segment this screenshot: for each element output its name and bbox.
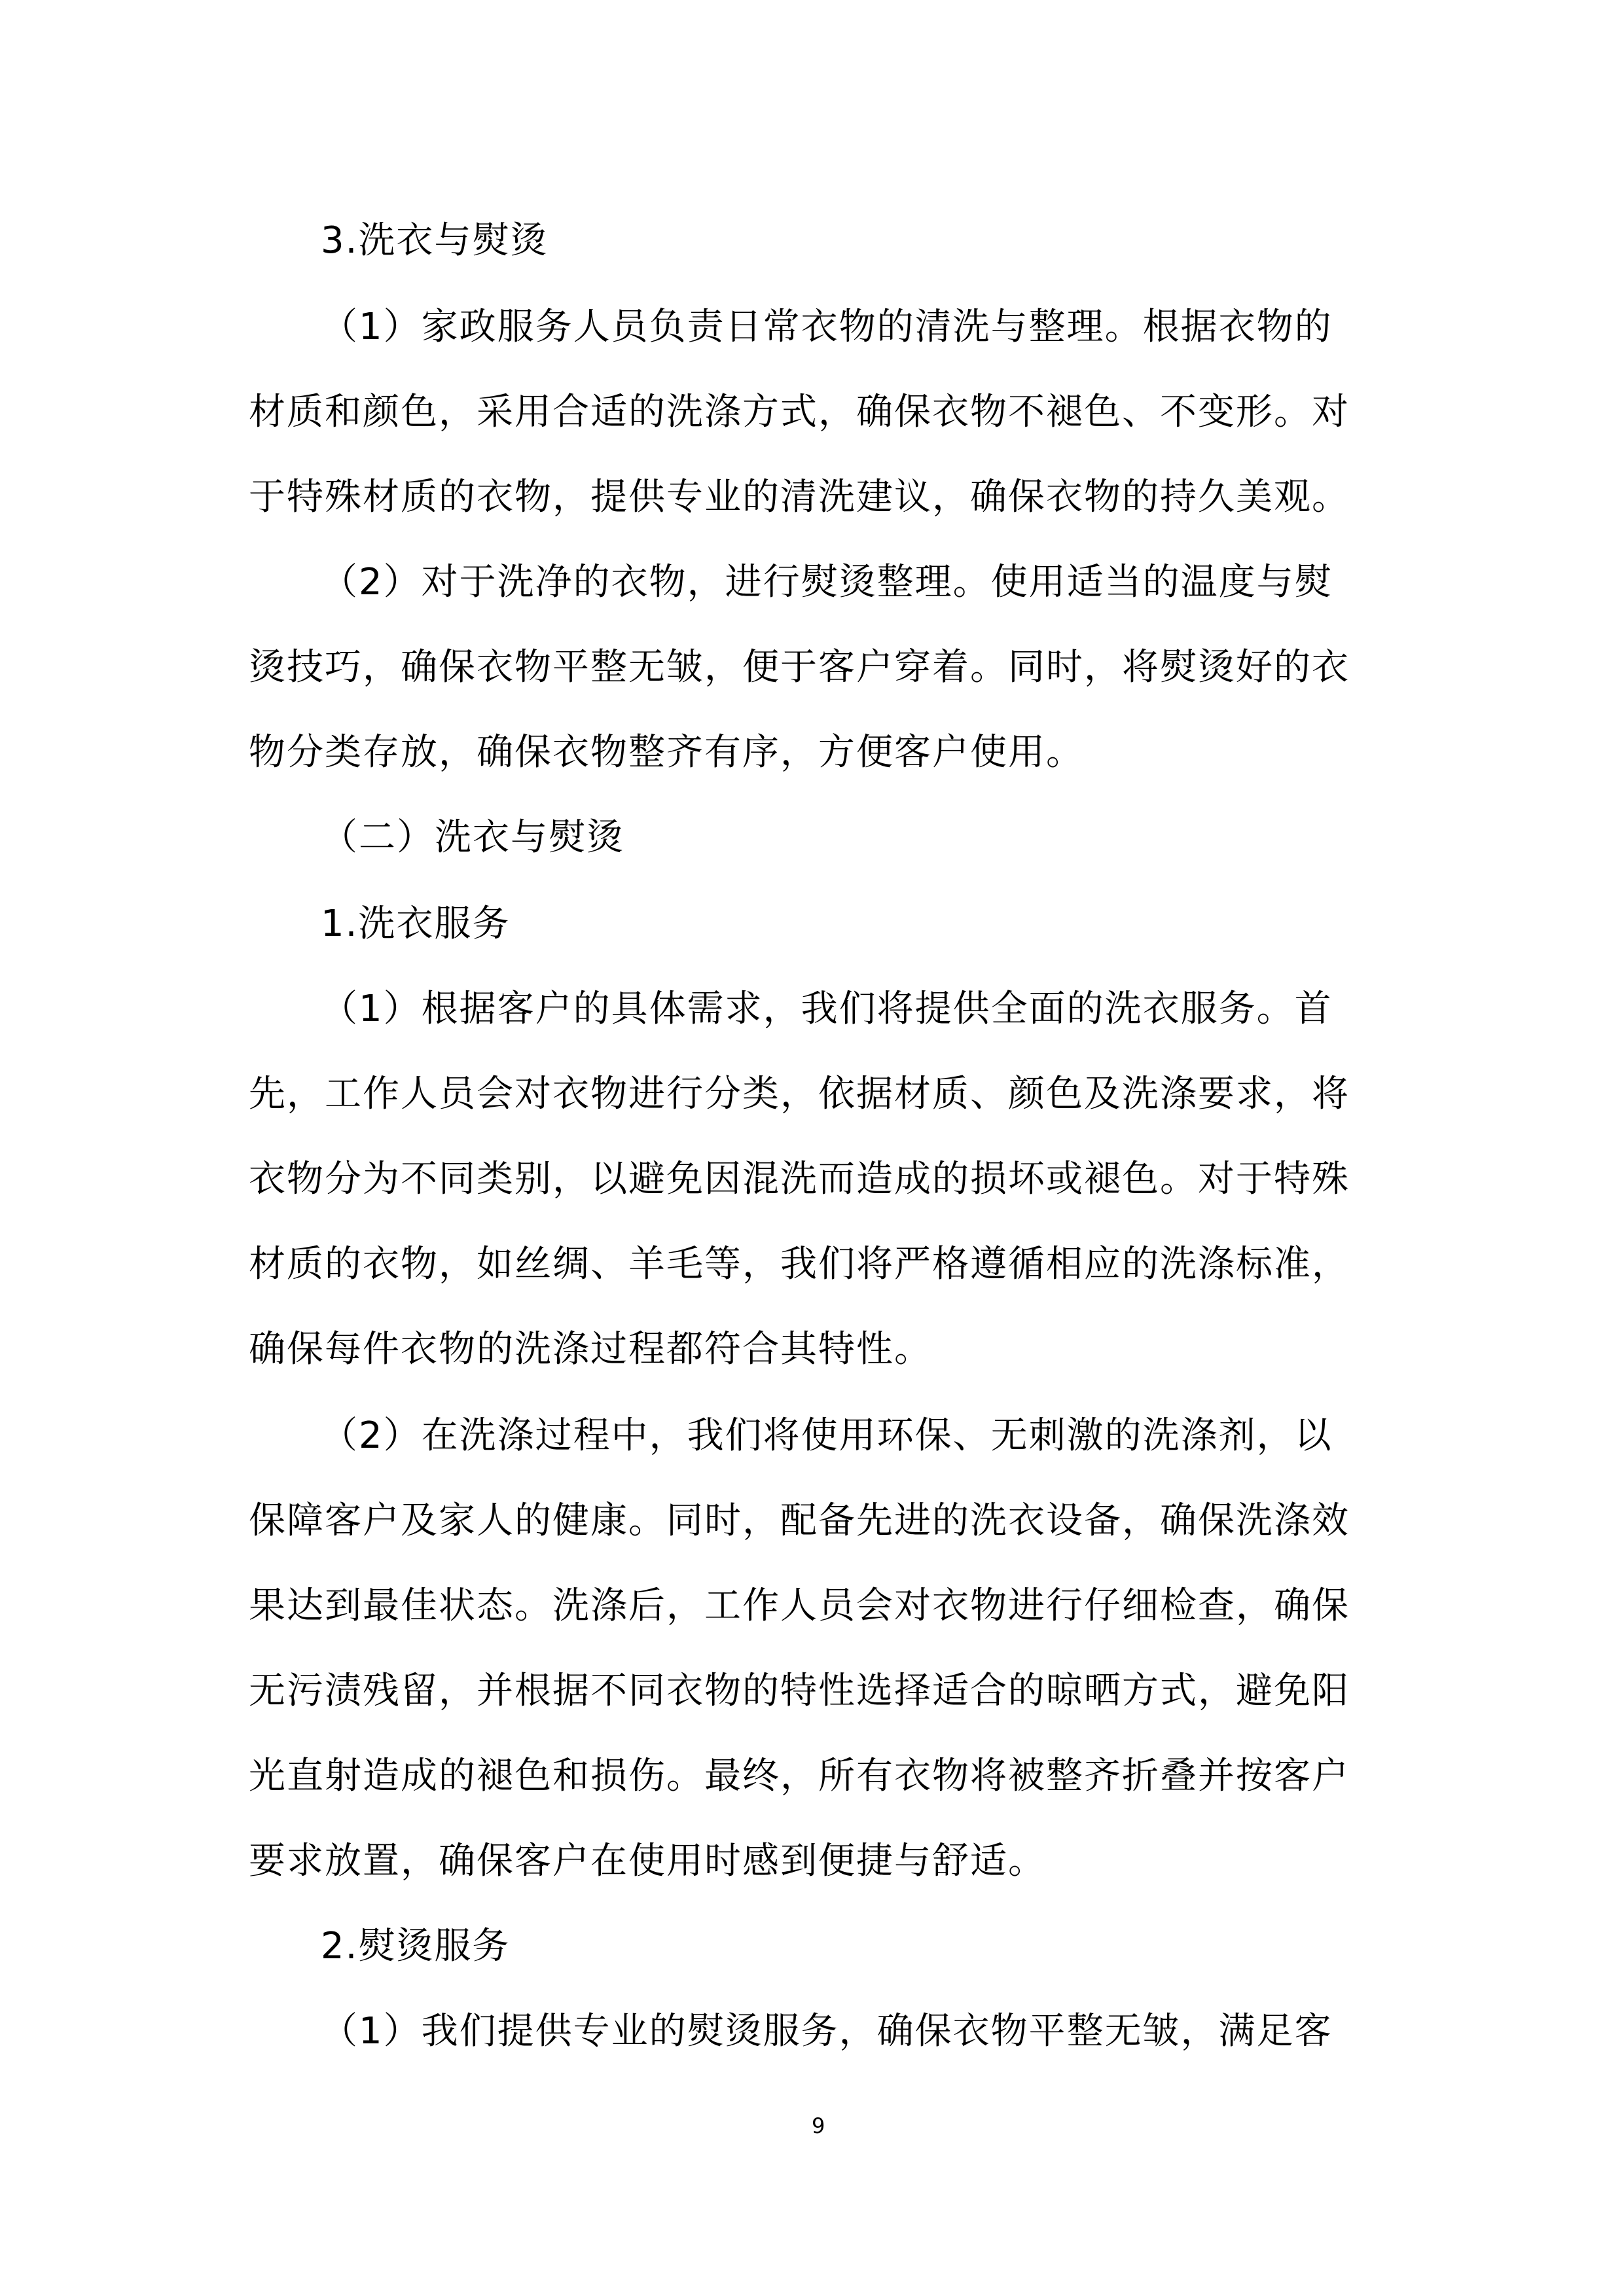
para4-line5: 光直射造成的褪色和损伤。最终，所有衣物将被整齐折叠并按客户: [249, 1755, 1350, 1797]
para3-line4: 材质的衣物，如丝绸、羊毛等，我们将严格遵循相应的洗涤标准，: [249, 1243, 1350, 1285]
heading-1-laundry-service: 1.洗衣服务: [321, 903, 511, 945]
para1-line3: 于特殊材质的衣物，提供专业的清洗建议，确保衣物的持久美观。: [249, 476, 1350, 518]
para4-line2: 保障客户及家人的健康。同时，配备先进的洗衣设备，确保洗涤效: [249, 1499, 1350, 1542]
heading-3-laundry-ironing: 3.洗衣与熨烫: [321, 219, 549, 262]
para2-line1: （2）对于洗净的衣物，进行熨烫整理。使用适当的温度与熨: [321, 561, 1333, 603]
para3-line1: （1）根据客户的具体需求，我们将提供全面的洗衣服务。首: [321, 988, 1333, 1030]
para4-line1: （2）在洗涤过程中，我们将使用环保、无刺激的洗涤剂，以: [321, 1414, 1333, 1457]
para4-line6: 要求放置，确保客户在使用时感到便捷与舒适。: [249, 1840, 1046, 1882]
page-number: 9: [812, 2113, 825, 2138]
para2-line3: 物分类存放，确保衣物整齐有序，方便客户使用。: [249, 731, 1084, 774]
para2-line2: 烫技巧，确保衣物平整无皱，便于客户穿着。同时，将熨烫好的衣: [249, 646, 1350, 689]
para3-line2: 先，工作人员会对衣物进行分类，依据材质、颜色及洗涤要求，将: [249, 1073, 1350, 1115]
section-heading: （二）洗衣与熨烫: [321, 816, 624, 859]
para1-line2: 材质和颜色，采用合适的洗涤方式，确保衣物不褪色、不变形。对: [249, 391, 1350, 433]
para4-line4: 无污渍残留，并根据不同衣物的特性选择适合的晾晒方式，避免阳: [249, 1670, 1350, 1712]
heading-2-ironing-service: 2.熨烫服务: [321, 1925, 511, 1967]
para4-line3: 果达到最佳状态。洗涤后，工作人员会对衣物进行仔细检查，确保: [249, 1585, 1350, 1627]
para3-line3: 衣物分为不同类别，以避免因混洗而造成的损坏或褪色。对于特殊: [249, 1158, 1350, 1200]
para1-line1: （1）家政服务人员负责日常衣物的清洗与整理。根据衣物的: [321, 306, 1333, 348]
para5-line1: （1）我们提供专业的熨烫服务，确保衣物平整无皱，满足客: [321, 2010, 1333, 2053]
para3-line5: 确保每件衣物的洗涤过程都符合其特性。: [249, 1328, 932, 1371]
